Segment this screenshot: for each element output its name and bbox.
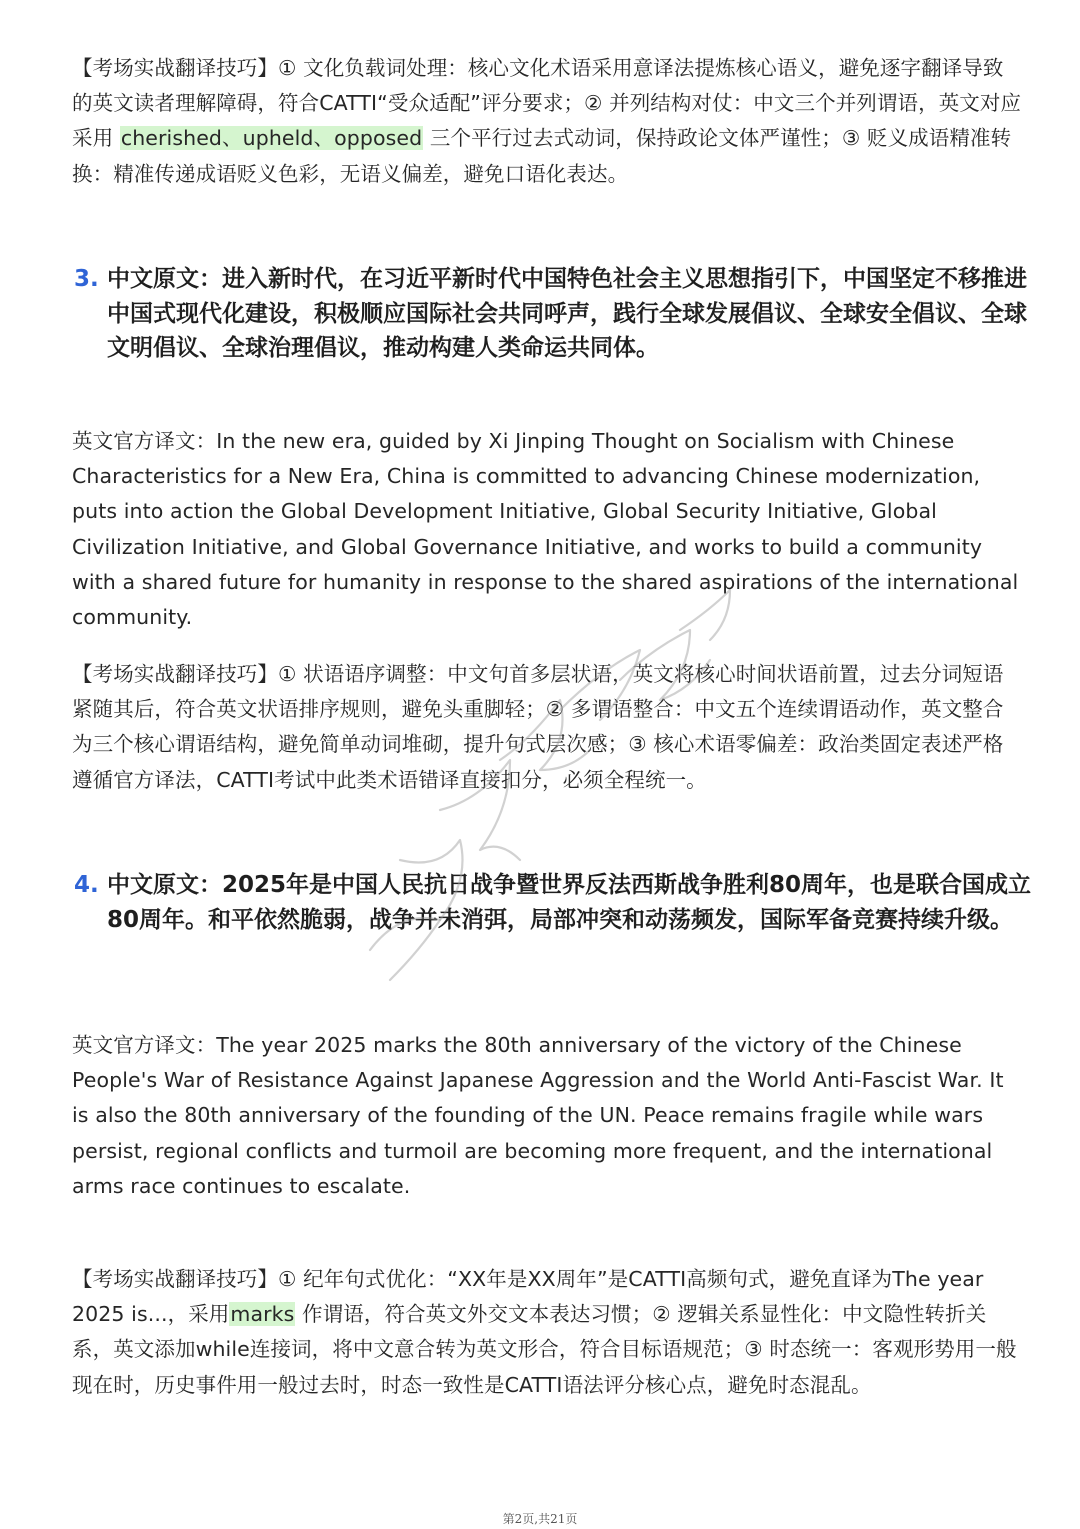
- item4-heading: [74, 868, 1034, 937]
- section2-tips-paragraph: [72, 51, 1022, 192]
- section2-tips-text-part2: 三个平行过去式动词，保持政论文体严谨性；③ 贬义成语精准转换：精准传递成语贬义色彩，无语义偏差，避免口语化表达。: [72, 126, 1012, 186]
- section2-tips-highlight: cherished、upheld、opposed: [120, 126, 423, 151]
- item4-number: 4.: [74, 872, 99, 898]
- item4-english-translation: 英文官方译文：The year 2025 marks the 80th anniversary of the victory of the Chinese People's War of Resistance Against Japanese Aggression and the World Anti-Fascist War. It is also the 80th anniversary of the founding of the UN. Peace remains fragile while wars persist, regional conflicts and turmoil are becoming more frequent, and the international arms race continues to escalate.: [72, 1033, 1004, 1198]
- item3-english-translation: 英文官方译文：In the new era, guided by Xi Jinping Thought on Socialism with Chinese Characteristics for a New Era, China is committed to advancing Chinese modernization, puts into action the Global Development Initiative, Global Security Initiative, Global Civilization Initiative, and Global Governance Initiative, and works to build a community with a shared future for humanity in response to the shared aspirations of the international community.: [72, 429, 1019, 630]
- item4-tips-highlight: marks: [230, 1302, 295, 1327]
- item3-chinese-source: 中文原文：进入新时代，在习近平新时代中国特色社会主义思想指引下，中国坚定不移推进中国式现代化建设，积极顺应国际社会共同呼声，践行全球发展倡议、全球安全倡议、全球文明倡议、全球治理倡议，推动构建人类命运共同体。: [107, 266, 1027, 361]
- item4-tips-paragraph: [72, 1262, 1022, 1403]
- item3-number: 3.: [74, 266, 99, 292]
- section2-tips-text-part1: 【考场实战翻译技巧】① 文化负载词处理：核心文化术语采用意译法提炼核心语义，避免逐字翻译导致的英文读者理解障碍，符合CATTI“受众适配”评分要求；② 并列结构对仗：中文三个并列谓语，英文对应采用: [72, 56, 1022, 151]
- item3-tips-paragraph: 【考场实战翻译技巧】① 状语语序调整：中文句首多层状语，英文将核心时间状语前置，过去分词短语紧随其后，符合英文状语排序规则，避免头重脚轻；② 多谓语整合：中文五个连续谓语动作，英文整合为三个核心谓语结构，避免简单动词堆砌，提升句式层次感；③ 核心术语零偏差：政治类固定表述严格遵循官方译法，CATTI考试中此类术语错译直接扣分，必须全程统一。: [72, 662, 1004, 792]
- item4-chinese-source: 中文原文：2025年是中国人民抗日战争暨世界反法西斯战争胜利80周年，也是联合国成立80周年。和平依然脆弱，战争并未消弭，局部冲突和动荡频发，国际军备竞赛持续升级。: [107, 872, 1032, 933]
- page-number-footer: 第2页,共21页: [502, 1512, 578, 1526]
- item3-heading: [74, 262, 1034, 366]
- item4-tips-text-part2: 作谓语，符合英文外交文本表达习惯；② 逻辑关系显性化：中文隐性转折关系，英文添加while连接词，将中文意合转为英文形合，符合目标语规范；③ 时态统一：客观形势用一般现在时，历史事件用一般过去时，时态一致性是CATTI语法评分核心点，避免时态混乱。: [72, 1302, 1017, 1397]
- item4-tips-text-part1: 【考场实战翻译技巧】① 纪年句式优化：“XX年是XX周年”是CATTI高频句式，避免直译为The year 2025 is...，采用: [72, 1267, 984, 1327]
